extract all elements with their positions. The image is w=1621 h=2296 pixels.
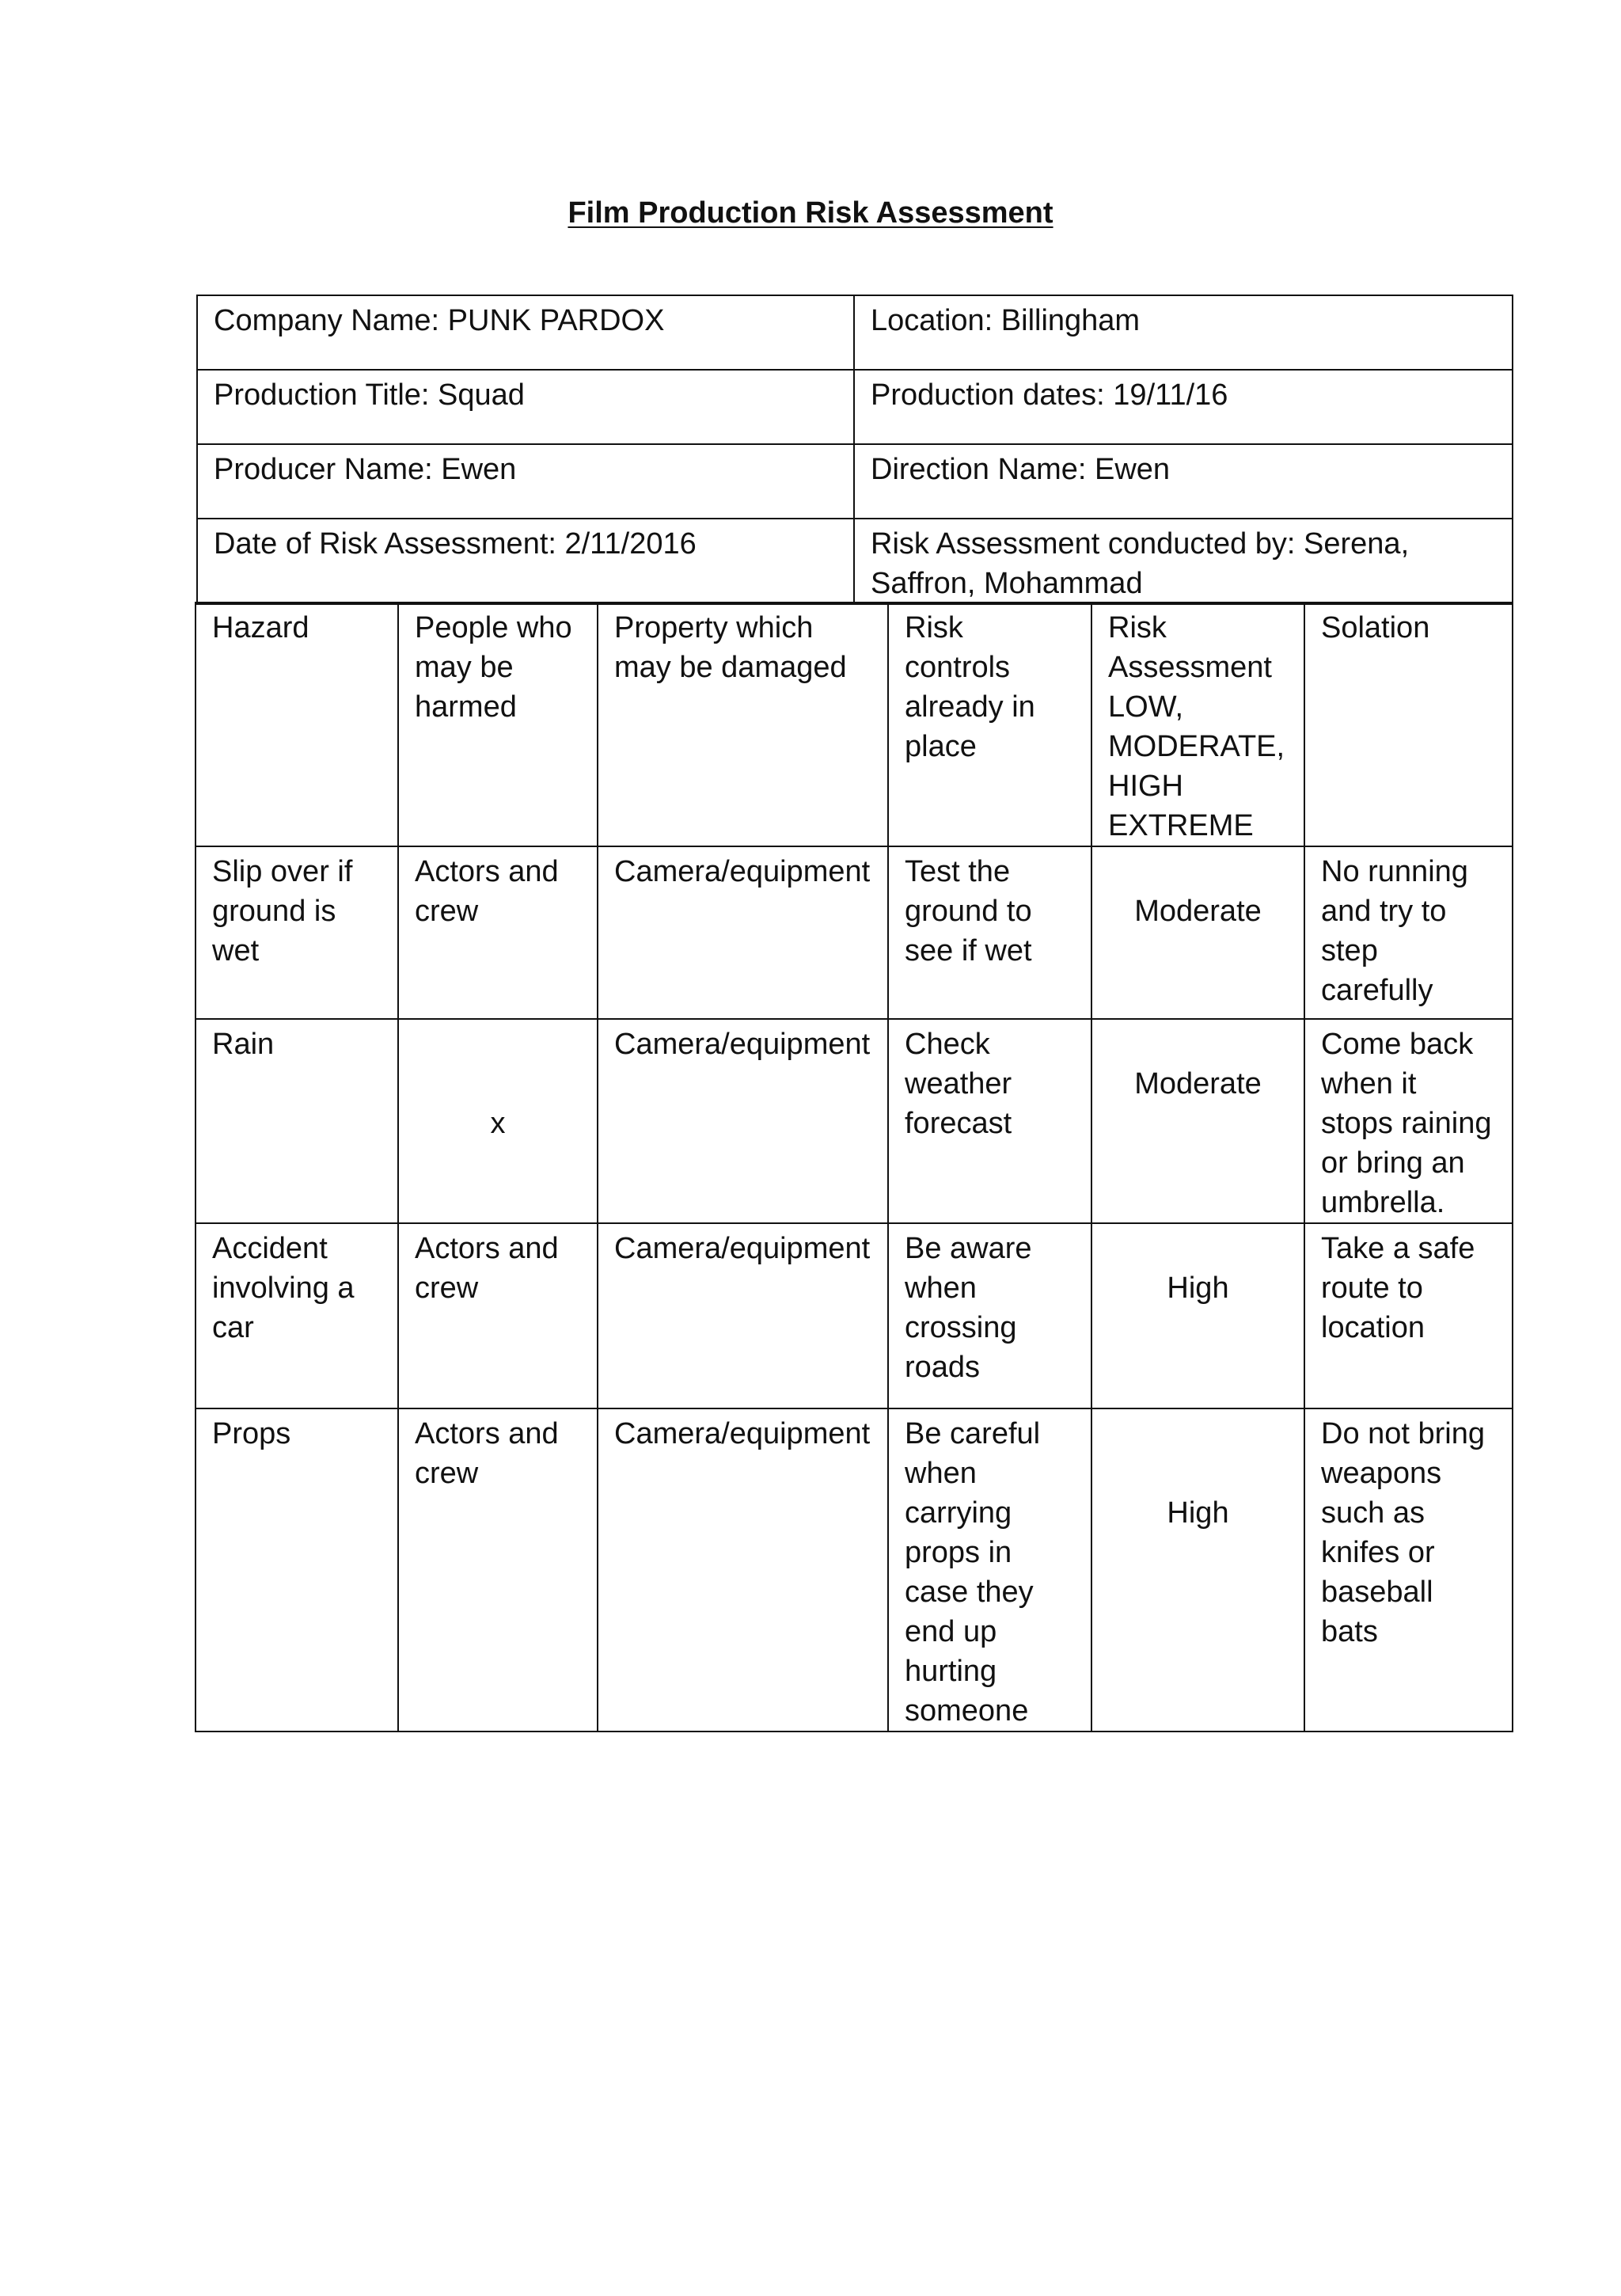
cell-controls: Check weather forecast — [888, 1019, 1091, 1223]
cell-controls: Be careful when carrying props in case they end up hurting someone — [888, 1408, 1091, 1732]
location-cell: Location: Billingham — [854, 295, 1513, 370]
hazard-table — [195, 602, 1513, 1732]
cell-hazard: Props — [196, 1408, 398, 1732]
cell-solution: No running and try to step carefully — [1304, 846, 1513, 1019]
company-name-cell: Company Name: PUNK PARDOX — [197, 295, 854, 370]
cell-controls: Be aware when crossing roads — [888, 1223, 1091, 1408]
producer-name-cell: Producer Name: Ewen — [197, 444, 854, 519]
info-row — [197, 444, 1513, 519]
table-row — [196, 1408, 1513, 1732]
cell-hazard: Slip over if ground is wet — [196, 846, 398, 1019]
cell-people: x — [398, 1019, 598, 1223]
cell-hazard: Rain — [196, 1019, 398, 1223]
table-row — [196, 1019, 1513, 1223]
cell-risk: Moderate — [1091, 846, 1304, 1019]
table-row — [196, 846, 1513, 1019]
header-solution: Solation — [1304, 603, 1513, 846]
info-row — [197, 295, 1513, 370]
cell-risk: High — [1091, 1223, 1304, 1408]
header-property: Property which may be damaged — [598, 603, 888, 846]
direction-name-cell: Direction Name: Ewen — [854, 444, 1513, 519]
cell-people: Actors and crew — [398, 846, 598, 1019]
cell-risk: High — [1091, 1408, 1304, 1732]
production-title-cell: Production Title: Squad — [197, 370, 854, 444]
table-header-row — [196, 603, 1513, 846]
cell-controls: Test the ground to see if wet — [888, 846, 1091, 1019]
info-row — [197, 370, 1513, 444]
header-people: People who may be harmed — [398, 603, 598, 846]
header-risk: Risk Assessment LOW, MODERATE, HIGH EXTREME — [1091, 603, 1304, 846]
cell-solution: Come back when it stops raining or bring an umbrella. — [1304, 1019, 1513, 1223]
cell-hazard: Accident involving a car — [196, 1223, 398, 1408]
date-of-assessment-cell: Date of Risk Assessment: 2/11/2016 — [197, 519, 854, 604]
header-controls: Risk controls already in place — [888, 603, 1091, 846]
cell-solution: Take a safe route to location — [1304, 1223, 1513, 1408]
cell-property: Camera/equipment — [598, 1019, 888, 1223]
cell-solution: Do not bring weapons such as knifes or baseball bats — [1304, 1408, 1513, 1732]
cell-property: Camera/equipment — [598, 1223, 888, 1408]
cell-risk: Moderate — [1091, 1019, 1304, 1223]
info-row — [197, 519, 1513, 604]
header-hazard: Hazard — [196, 603, 398, 846]
cell-property: Camera/equipment — [598, 1408, 888, 1732]
conducted-by-cell: Risk Assessment conducted by: Serena, Saffron, Mohammad — [854, 519, 1513, 604]
page-title: Film Production Risk Assessment — [568, 196, 1053, 230]
production-dates-cell: Production dates: 19/11/16 — [854, 370, 1513, 444]
cell-property: Camera/equipment — [598, 846, 888, 1019]
cell-people: Actors and crew — [398, 1408, 598, 1732]
table-row — [196, 1223, 1513, 1408]
production-info-table — [196, 295, 1513, 605]
cell-people: Actors and crew — [398, 1223, 598, 1408]
